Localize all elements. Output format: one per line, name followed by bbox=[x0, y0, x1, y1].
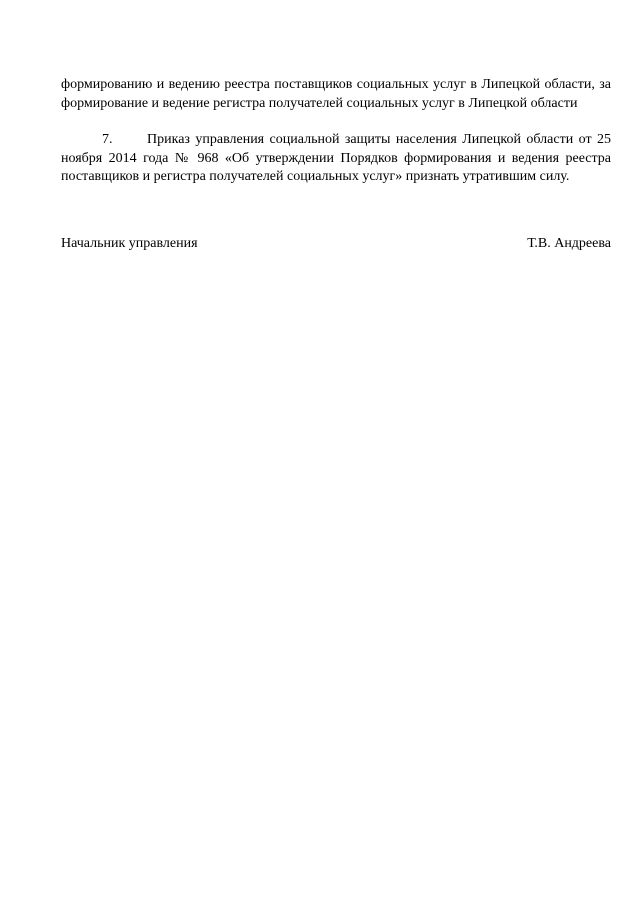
signatory-position: Начальник управления bbox=[61, 236, 198, 251]
list-item-7 bbox=[61, 131, 611, 187]
signature-block bbox=[61, 235, 611, 254]
list-item-text: Приказ управления социальной защиты населения Липецкой области от 25 ноября 2014 года № 968 «Об утверждении Порядков формирования и ведения реестра поставщиков и регистра получателей социальных услуг» признать утратившим силу. bbox=[61, 132, 611, 184]
list-item-number: 7. bbox=[102, 132, 113, 147]
signatory-name: Т.В. Андреева bbox=[527, 236, 611, 251]
paragraph-continued: формированию и ведению реестра поставщиков социальных услуг в Липецкой области, за формирование и ведение регистра получателей социальных услуг в Липецкой области bbox=[61, 77, 611, 111]
